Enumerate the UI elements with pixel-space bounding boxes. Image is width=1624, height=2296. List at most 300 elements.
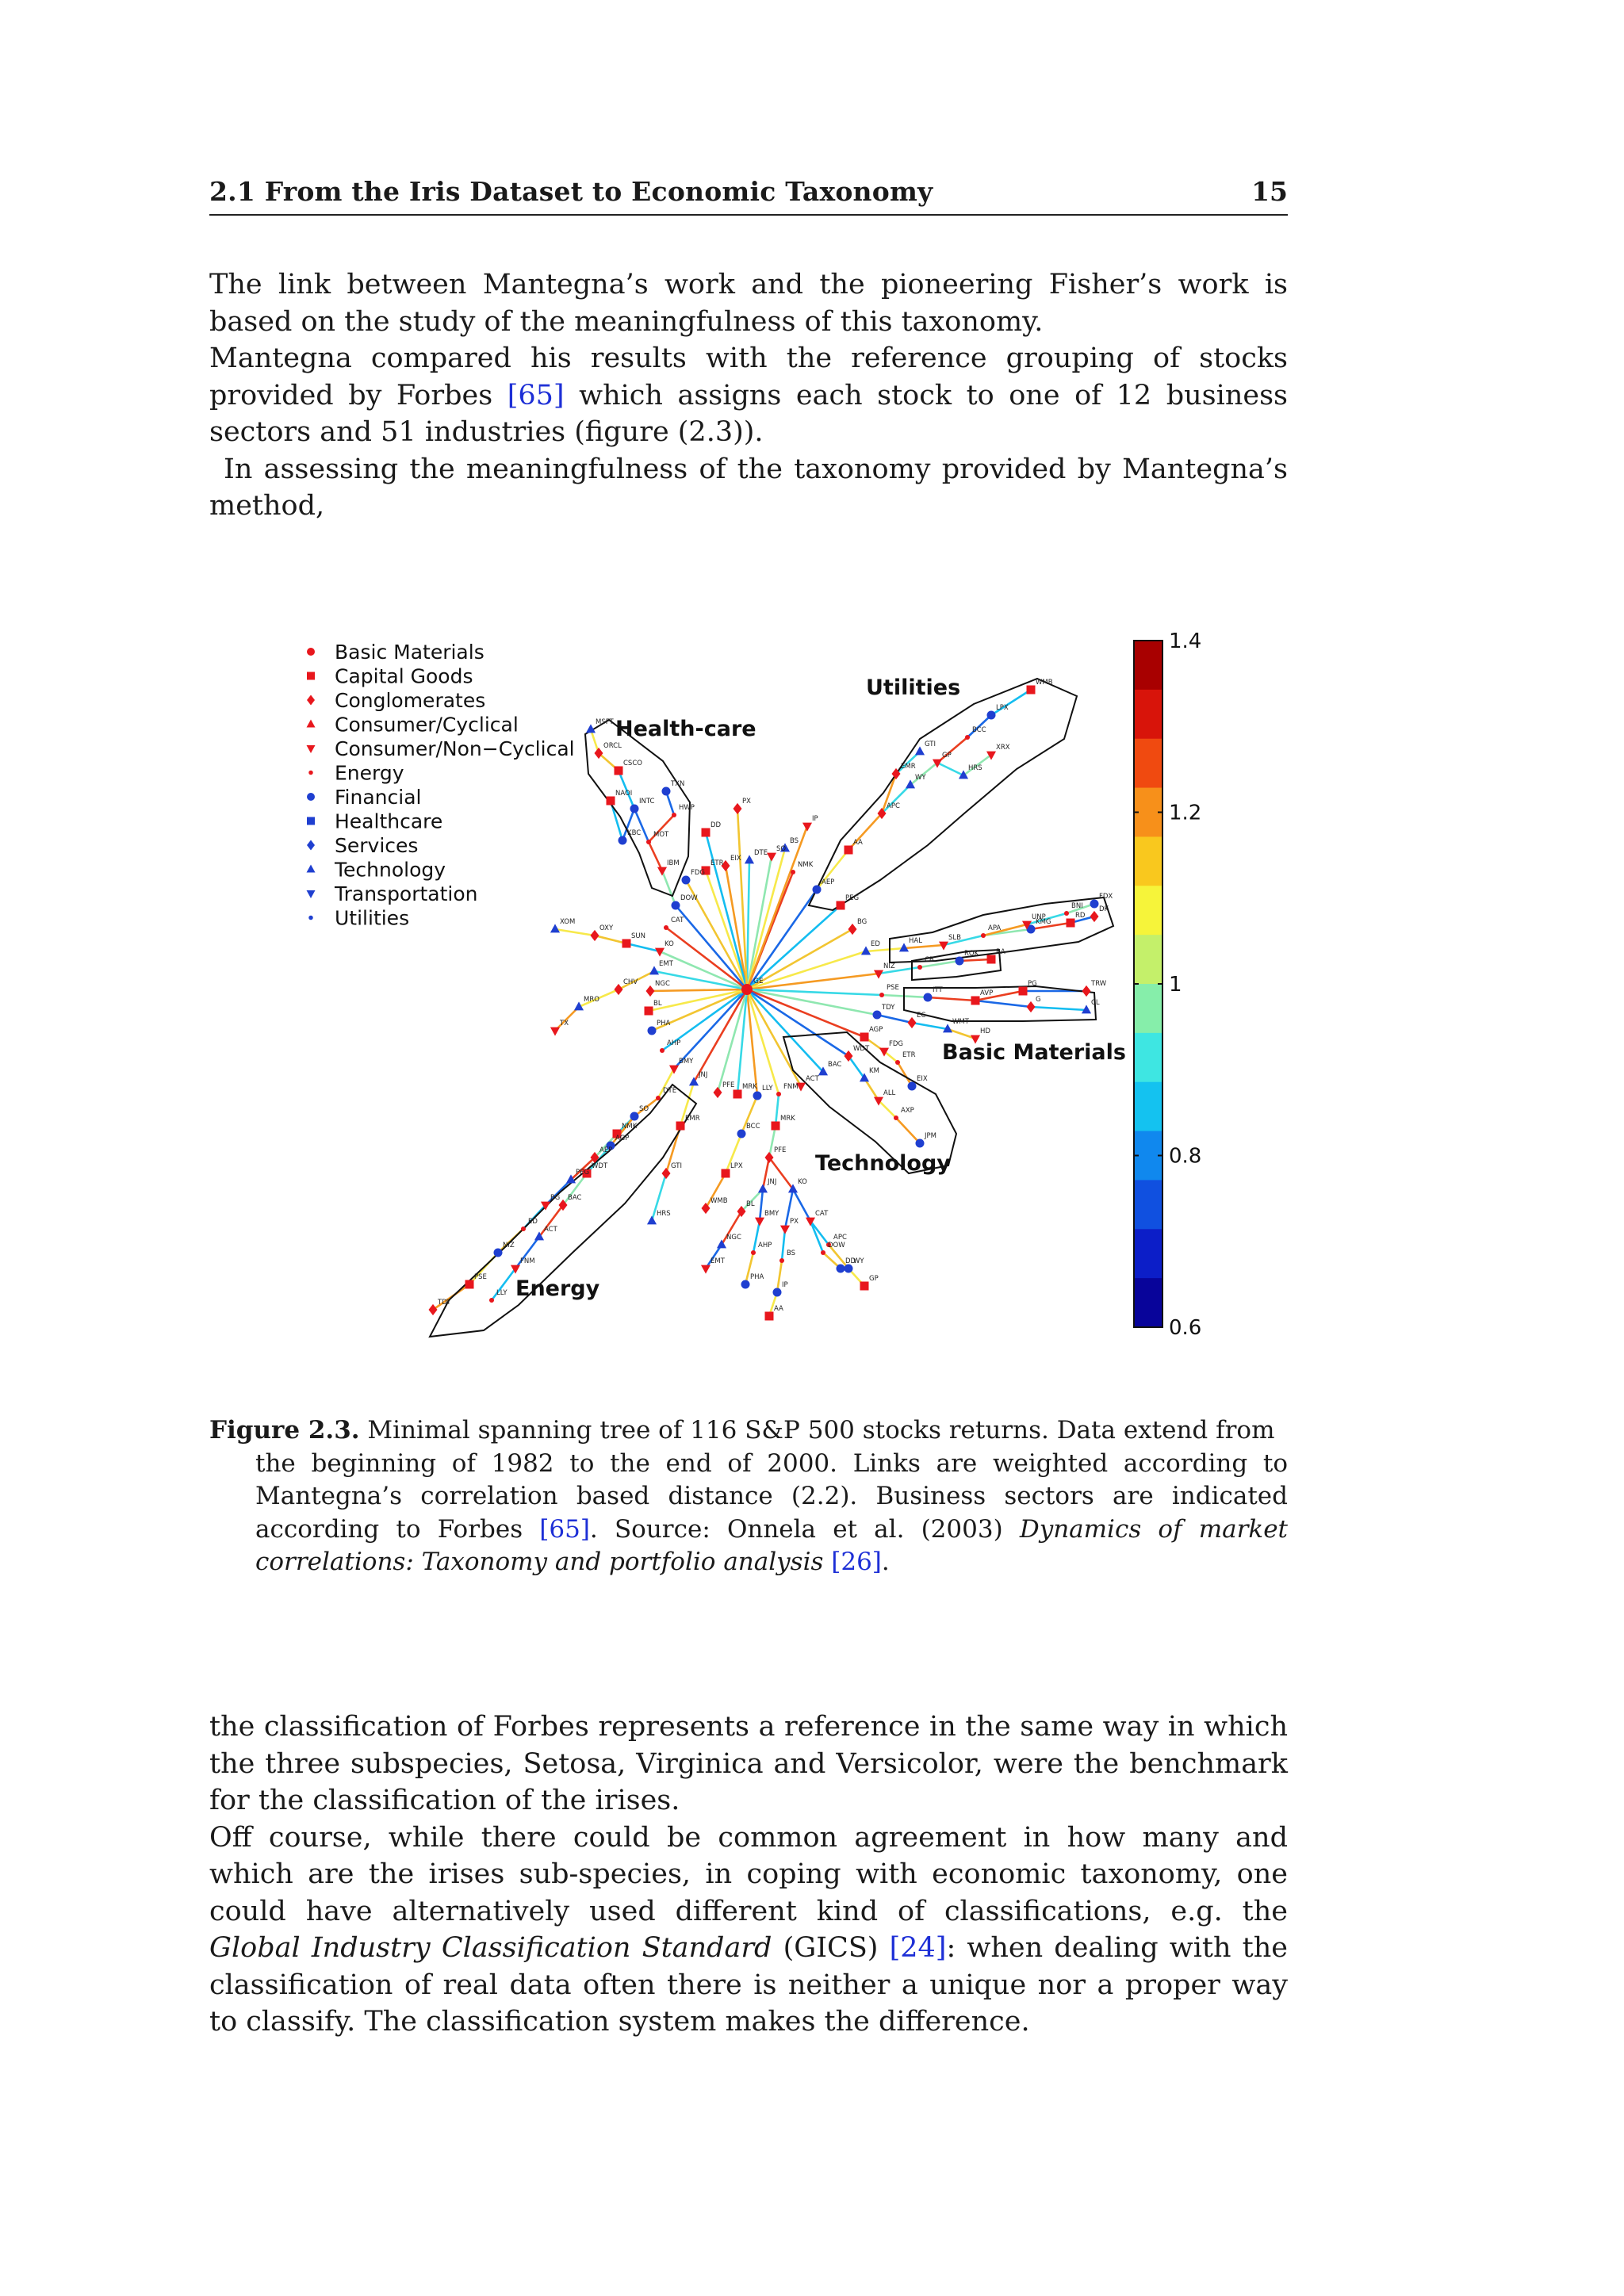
node-ticker: DOW <box>828 1242 845 1249</box>
node-ticker: KMG <box>1036 918 1051 926</box>
mst-node <box>908 1082 917 1091</box>
paragraph-2-text-a: Mantegna compared his results with the reference grouping of stocks provided by Forbes <box>209 342 1288 411</box>
mst-node <box>916 1139 925 1148</box>
body-text-bottom <box>209 1709 1288 2041</box>
node-ticker: ROK <box>964 950 979 958</box>
node-ticker: TX <box>560 1020 569 1027</box>
mst-node <box>758 1184 768 1192</box>
mst-node <box>860 1033 869 1042</box>
colorbar-segment <box>1134 739 1162 788</box>
node-ticker: CHV <box>623 978 638 986</box>
legend-marker-square <box>307 817 315 825</box>
legend-entry-label: Transportation <box>335 882 478 905</box>
node-ticker: ETR <box>710 859 724 867</box>
mst-link <box>810 1221 823 1253</box>
legend-marker-triangle-down <box>307 890 316 898</box>
node-ticker: TXN <box>671 780 685 788</box>
paragraph-5-text-c: : when dealing with the classification of real data often there is neither a unique nor a proper way to classify. The classification system makes the difference. <box>209 1932 1288 2038</box>
mst-node <box>776 1092 781 1096</box>
mst-link <box>760 1189 763 1221</box>
mst-node <box>733 1090 742 1099</box>
mst-center-node <box>741 984 753 995</box>
paragraph-5 <box>209 1820 1288 2041</box>
colorbar-tick-label: 0.8 <box>1169 1144 1202 1169</box>
mst-node <box>657 867 667 876</box>
node-ticker: AEP <box>599 1146 613 1154</box>
mst-node <box>924 993 933 1002</box>
node-ticker: SLB <box>948 934 961 942</box>
mst-node <box>646 985 655 997</box>
mst-node <box>648 1027 657 1035</box>
node-ticker: BL <box>653 1000 662 1008</box>
mst-node <box>607 797 615 806</box>
mst-node <box>1067 919 1075 928</box>
node-ticker: KO <box>665 940 674 948</box>
mst-node <box>1027 686 1036 695</box>
node-ticker: WDT <box>592 1162 608 1170</box>
colorbar-segment <box>1134 836 1162 886</box>
node-ticker: IP <box>782 1281 788 1289</box>
node-ticker: MRK <box>742 1083 757 1091</box>
mst-node <box>682 876 691 885</box>
mst-node <box>465 1280 474 1289</box>
mst-link <box>848 1056 864 1078</box>
mst-node <box>664 925 668 930</box>
mst-link <box>747 989 864 1037</box>
paragraph-4: the classification of Forbes represents a reference in the same way in which the three subspecies, Setosa, Virginica and Versicolor, were the benchmark for the classification of the irises. <box>209 1711 1288 1816</box>
mst-link <box>747 951 866 989</box>
cluster-label-technology: Technology <box>815 1151 951 1176</box>
mst-node <box>550 1027 560 1036</box>
mst-node <box>1027 1001 1036 1012</box>
mst-node <box>714 1087 722 1098</box>
node-ticker: HAL <box>909 937 922 945</box>
colorbar-segment <box>1134 984 1162 1033</box>
node-ticker: HD <box>980 1027 990 1035</box>
node-ticker: BG <box>857 918 868 926</box>
node-ticker: AHP <box>758 1242 772 1249</box>
node-ticker: BAC <box>568 1194 582 1202</box>
mst-link <box>555 929 595 936</box>
colorbar-tick-label: 1.4 <box>1169 629 1202 653</box>
cluster-label-utilities: Utilities <box>866 675 961 700</box>
node-ticker: GTI <box>671 1162 682 1170</box>
node-ticker: FNM <box>783 1083 799 1091</box>
node-ticker: BNI <box>1071 902 1083 910</box>
node-ticker: PSE <box>887 984 899 992</box>
node-ticker: ETR <box>902 1051 916 1059</box>
node-ticker: DOW <box>680 894 698 902</box>
caption-text-2a: the beginning of 1982 to the end of 2000. Links are weighted according to Mantegna’s correlation based distance (2.2). Business sectors are indicated according to Forbes <box>255 1448 1288 1544</box>
caption-label: Figure 2.3. <box>209 1416 360 1445</box>
colorbar-segment <box>1134 886 1162 935</box>
node-ticker: EMT <box>659 960 673 968</box>
mst-node <box>669 1066 679 1074</box>
node-ticker: OXY <box>599 924 614 932</box>
legend-marker-triangle-down <box>307 745 316 753</box>
mst-link <box>948 1029 975 1039</box>
mst-node <box>672 813 676 817</box>
mst-node <box>965 735 970 740</box>
node-ticker: AGP <box>615 1135 630 1142</box>
node-ticker: WMT <box>952 1018 969 1026</box>
mst-node <box>1082 985 1091 997</box>
mst-link <box>626 943 660 951</box>
legend-marker-triangle-up <box>307 865 316 873</box>
node-ticker: WMB <box>710 1197 728 1205</box>
node-ticker: BAC <box>828 1061 842 1069</box>
mst-link <box>776 1094 779 1126</box>
caption-rest <box>209 1448 1288 1579</box>
colorbar-segment <box>1134 1082 1162 1131</box>
node-ticker: ORCL <box>603 742 622 750</box>
section-title: 2.1 From the Iris Dataset to Economic Taxonomy <box>209 176 933 207</box>
mst-node <box>779 1258 784 1263</box>
node-ticker: PSE <box>474 1273 487 1281</box>
mst-link <box>595 936 626 943</box>
colorbar-segment <box>1134 935 1162 984</box>
colorbar-segment <box>1134 690 1162 739</box>
node-ticker: LLY <box>496 1289 508 1297</box>
paragraph-5-text-a: Off course, while there could be common agreement in how many and which are the irises sub-species, in coping with economic taxonomy, one could have alternatively used different kind of classifications, e.g. the <box>209 1821 1288 1927</box>
mst-node <box>591 930 599 941</box>
node-ticker: KO <box>798 1178 807 1186</box>
node-ticker: ACT <box>806 1075 819 1083</box>
node-ticker: WDT <box>853 1045 870 1053</box>
colorbar-segment <box>1134 1180 1162 1229</box>
paragraph-5-text-b: (GICS) <box>772 1932 890 1964</box>
mst-node <box>615 767 623 775</box>
node-ticker: LLY <box>762 1085 773 1093</box>
mst-node <box>773 1288 782 1297</box>
node-ticker: NMK <box>798 861 814 869</box>
cluster-label-basic-materials: Basic Materials <box>942 1040 1126 1065</box>
mst-node <box>662 787 671 796</box>
mst-link <box>649 842 662 871</box>
mst-node <box>672 901 680 910</box>
paragraph-2 <box>209 340 1288 451</box>
node-ticker: PFE <box>774 1146 787 1154</box>
figure-caption <box>209 1414 1288 1579</box>
mst-node <box>753 1092 762 1100</box>
caption-text-2c <box>823 1548 831 1576</box>
node-ticker: BS <box>787 1249 796 1257</box>
node-ticker: INTC <box>639 798 655 806</box>
node-ticker: CB <box>925 956 934 964</box>
legend-entry-label: Financial <box>335 786 422 809</box>
figure-2-3 <box>293 618 1213 1364</box>
node-ticker: ITT <box>933 986 943 994</box>
node-ticker: AHP <box>667 1039 681 1047</box>
citation-24-link[interactable]: [24] <box>889 1932 947 1964</box>
mst-node <box>429 1304 438 1315</box>
mst-link <box>937 763 963 775</box>
mst-node <box>772 1122 780 1131</box>
node-ticker: BS <box>790 837 799 845</box>
mst-link <box>928 997 975 1001</box>
node-ticker: WY <box>853 1257 864 1265</box>
mst-node <box>550 924 560 932</box>
node-ticker: PHA <box>750 1273 764 1281</box>
node-ticker: UNP <box>1032 913 1046 921</box>
mst-link <box>959 959 991 961</box>
node-ticker: PFE <box>722 1081 735 1089</box>
node-ticker: PX <box>742 798 751 806</box>
mst-node <box>860 1282 869 1291</box>
caption-source-title: Dynamics of market correlations: Taxonomy and portfolio analysis <box>255 1514 1288 1576</box>
node-ticker: MOT <box>653 831 669 839</box>
mst-node <box>813 886 822 894</box>
running-head <box>209 173 1288 216</box>
mst-node <box>845 846 853 855</box>
cluster-outline-utilities <box>809 679 1077 910</box>
node-ticker: CAT <box>815 1210 829 1218</box>
node-ticker: IBM <box>667 859 680 867</box>
caption-first-line <box>209 1414 1288 1448</box>
node-ticker: HWP <box>679 804 695 812</box>
mst-node <box>741 1280 750 1289</box>
mst-node <box>956 957 964 966</box>
mst-node <box>971 997 980 1005</box>
node-ticker: HRS <box>968 764 982 772</box>
legend-marker-circle <box>307 648 315 656</box>
legend-entry-label: Conglomerates <box>335 689 486 712</box>
node-ticker: PEG <box>845 894 860 902</box>
mst-node <box>521 1226 526 1231</box>
mst-link <box>975 1001 1031 1007</box>
node-ticker: WY <box>915 774 926 782</box>
colorbar-segment <box>1134 1033 1162 1082</box>
node-ticker: FDG <box>691 869 706 877</box>
node-ticker: G <box>1036 996 1041 1004</box>
mst-link <box>912 1023 948 1029</box>
node-ticker: GP <box>869 1275 879 1283</box>
node-ticker: DD <box>710 821 722 829</box>
mst-node <box>908 1017 917 1028</box>
node-ticker: TDY <box>438 1299 451 1307</box>
colorbar-tick-label: 0.6 <box>1169 1316 1202 1340</box>
node-ticker: ED <box>528 1218 538 1226</box>
paragraph-1: The link between Mantegna’s work and the pioneering Fisher’s work is based on the study of the meaningfulness of this taxonomy. <box>209 269 1288 338</box>
colorbar-tick-label: 1.2 <box>1169 801 1202 825</box>
mst-node <box>745 855 754 863</box>
node-ticker: NMK <box>622 1123 638 1131</box>
mst-node <box>646 840 651 844</box>
caption-citation-65-link[interactable]: [65] <box>539 1514 590 1544</box>
legend-marker-star <box>308 771 313 775</box>
caption-text-2b: . Source: Onnela et al. (2003) <box>589 1514 1020 1544</box>
mst-node <box>737 1130 746 1138</box>
mst-node <box>917 965 922 970</box>
mst-node <box>895 1060 900 1065</box>
mst-link <box>866 948 904 951</box>
caption-citation-26-link[interactable]: [26] <box>831 1548 882 1576</box>
mst-node <box>981 933 986 938</box>
mst-node <box>894 1115 898 1120</box>
cluster-label-energy: Energy <box>515 1276 600 1301</box>
mst-node <box>733 803 742 814</box>
mst-link <box>650 989 747 991</box>
mst-node <box>494 1249 503 1257</box>
mst-node <box>702 828 710 837</box>
node-ticker: MSFT <box>596 718 614 726</box>
caption-text-2d: . <box>881 1548 890 1576</box>
mst-node <box>879 993 884 997</box>
mst-link <box>877 1015 912 1023</box>
mst-node <box>780 1226 790 1234</box>
node-ticker: ALL <box>883 1089 896 1097</box>
node-ticker: NAOI <box>615 790 633 798</box>
node-ticker: NIZ <box>503 1242 515 1249</box>
mst-node <box>791 870 795 874</box>
mst-node <box>662 1168 671 1179</box>
node-ticker: CL <box>1091 999 1100 1007</box>
mst-node <box>837 901 845 910</box>
mst-node <box>615 984 623 995</box>
cluster-label-health-care: Health-care <box>615 717 756 741</box>
body-text-top <box>209 266 1288 525</box>
node-ticker: CSCO <box>623 760 642 767</box>
mst-node <box>489 1298 494 1303</box>
center-node-label: GE <box>753 978 764 985</box>
mst-node <box>1090 911 1099 922</box>
mst-node <box>915 746 925 755</box>
node-ticker: BCC <box>972 726 986 734</box>
node-ticker: EMR <box>901 763 916 771</box>
node-ticker: APC <box>887 802 900 810</box>
mst-node <box>630 805 639 813</box>
node-ticker: DD <box>845 1257 856 1265</box>
node-ticker: EIX <box>917 1075 928 1083</box>
node-ticker: AA <box>774 1305 783 1313</box>
mst-link <box>747 860 749 989</box>
node-ticker: MRK <box>780 1115 795 1123</box>
node-ticker: ED <box>871 940 880 948</box>
mst-node <box>802 823 812 832</box>
mst-link <box>904 945 944 948</box>
mst-node <box>676 1122 685 1131</box>
node-ticker: EIX <box>730 855 741 863</box>
mst-node <box>656 1096 661 1100</box>
page-number: 15 <box>1251 176 1288 207</box>
mst-node <box>701 1265 710 1274</box>
mst-node <box>986 752 996 760</box>
node-ticker: MRO <box>584 996 599 1004</box>
node-ticker: LPX <box>996 704 1009 712</box>
node-ticker: APC <box>833 1234 847 1242</box>
node-ticker: DTE <box>663 1087 677 1095</box>
legend-entry-label: Technology <box>335 858 446 882</box>
colorbar-segment <box>1134 641 1162 690</box>
node-ticker: GP <box>942 752 952 760</box>
node-ticker: PEG <box>576 1169 590 1177</box>
legend-marker-diamond <box>307 695 315 706</box>
node-ticker: NIZ <box>883 962 895 970</box>
legend-entry-label: Utilities <box>335 906 410 930</box>
node-ticker: IP <box>812 815 818 823</box>
legend-marker-diamond <box>307 840 315 851</box>
mst-node <box>1064 911 1069 916</box>
node-ticker: SO <box>639 1105 649 1113</box>
mst-link <box>747 848 785 989</box>
node-ticker: SO <box>776 845 787 853</box>
node-ticker: PHA <box>657 1020 671 1027</box>
node-ticker: EC <box>917 1012 926 1020</box>
legend-entry-label: Healthcare <box>335 809 443 833</box>
mst-node <box>1090 900 1099 909</box>
mst-node <box>873 1011 882 1020</box>
legend-marker-square <box>307 672 315 680</box>
node-ticker: XRX <box>996 744 1010 752</box>
node-ticker: FDG <box>889 1040 904 1048</box>
node-ticker: DK <box>1099 905 1109 913</box>
mst-node <box>845 1265 853 1273</box>
legend-entry-label: Basic Materials <box>335 641 485 664</box>
node-ticker: JNJ <box>699 1071 708 1079</box>
mst-node <box>837 1265 845 1273</box>
node-ticker: WMB <box>1036 679 1053 687</box>
node-ticker: GTI <box>925 740 936 748</box>
node-ticker: EMR <box>685 1115 700 1123</box>
node-ticker: AXP <box>901 1107 914 1115</box>
node-ticker: BMY <box>764 1210 779 1218</box>
mst-node <box>1019 987 1028 996</box>
node-ticker: TDY <box>882 1004 895 1012</box>
node-ticker: AEP <box>822 878 835 886</box>
node-ticker: FNM <box>520 1257 535 1265</box>
node-ticker: NGC <box>655 980 670 988</box>
legend-entry-label: Consumer/Non−Cyclical <box>335 737 575 760</box>
node-ticker: CAT <box>671 916 684 924</box>
sector-legend <box>307 641 575 930</box>
node-ticker: RD <box>1075 912 1086 920</box>
citation-65-link[interactable]: [65] <box>507 379 565 411</box>
colorbar-segment <box>1134 1229 1162 1278</box>
node-ticker: KBC <box>627 829 642 837</box>
node-ticker: BCC <box>746 1123 760 1131</box>
mst-link <box>793 1189 810 1221</box>
mst-node <box>848 924 857 935</box>
node-ticker: BMY <box>679 1058 694 1066</box>
node-ticker: KM <box>869 1067 879 1075</box>
node-ticker: XOM <box>560 918 576 926</box>
cluster-labels <box>515 675 1126 1301</box>
node-ticker: AA <box>853 839 863 847</box>
cluster-outlines <box>430 679 1113 1337</box>
paragraph-3: In assessing the meaningfulness of the taxonomy provided by Mantegna’s method, <box>209 453 1288 522</box>
colorbar <box>1134 629 1201 1340</box>
mst-node <box>987 955 996 964</box>
node-ticker: EMT <box>710 1257 725 1265</box>
paragraph-2-text-b: which assigns each stock to one of 12 business sectors and 51 industries (figure (2.3)). <box>209 379 1288 448</box>
node-ticker: PG <box>1028 980 1037 988</box>
mst-node <box>630 1112 639 1121</box>
mst-node <box>647 1215 657 1224</box>
node-ticker: DTE <box>754 849 768 857</box>
node-ticker: FDX <box>1099 893 1113 901</box>
legend-entry-label: Capital Goods <box>335 664 473 688</box>
node-ticker: AVP <box>980 989 994 997</box>
legend-marker-star <box>308 916 313 920</box>
mst-node <box>619 836 627 845</box>
node-ticker: JNJ <box>768 1178 777 1186</box>
mst-link <box>896 1118 920 1143</box>
mst-node <box>751 1250 756 1255</box>
mst-node <box>722 1169 730 1178</box>
mst-node <box>767 853 776 862</box>
mst-link <box>747 974 879 989</box>
paragraph-5-gics-title: Global Industry Classification Standard <box>209 1932 772 1964</box>
